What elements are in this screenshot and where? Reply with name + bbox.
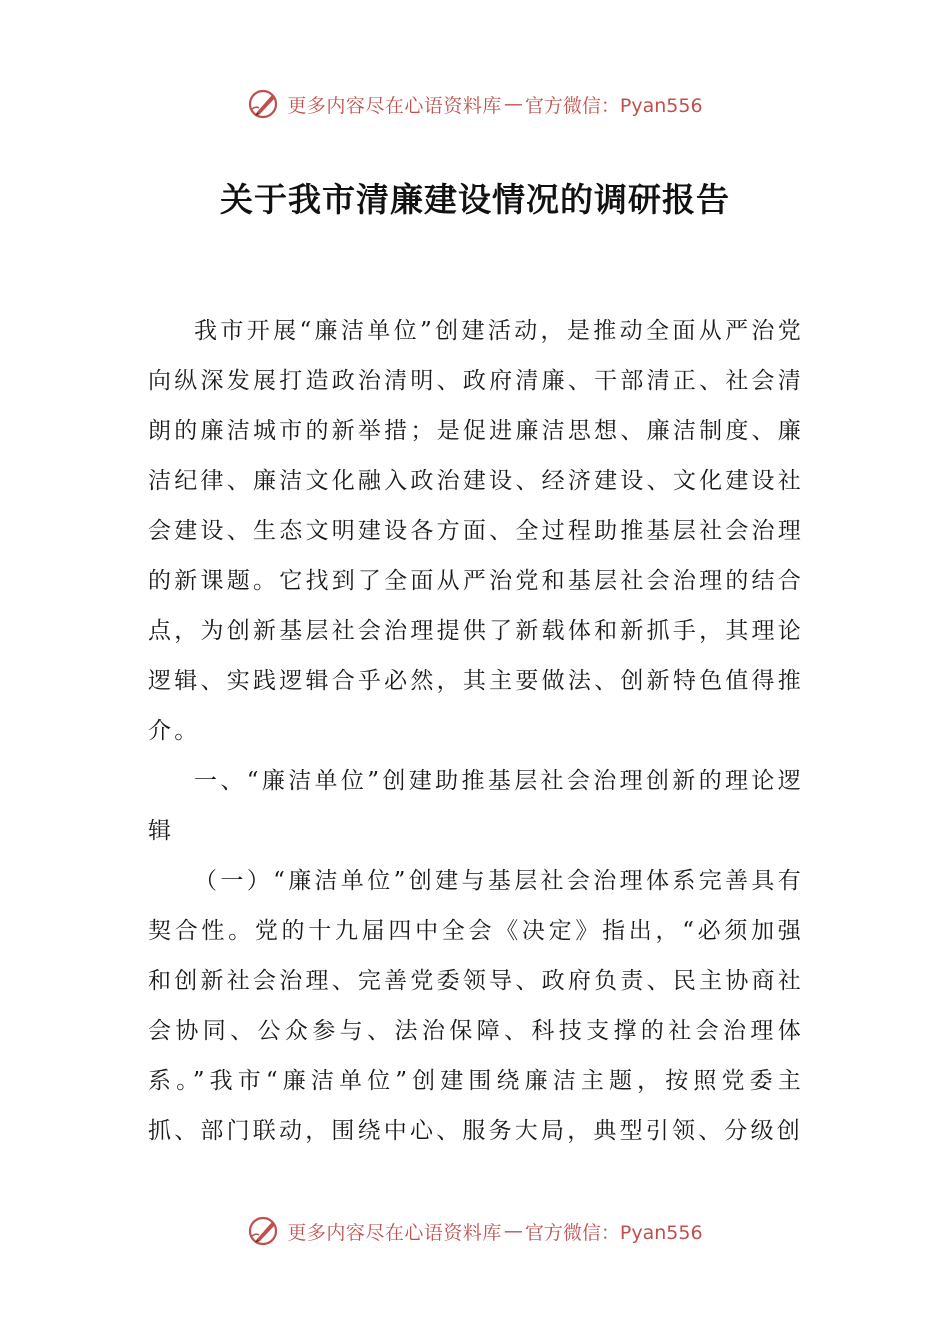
- header-banner: [0, 84, 950, 124]
- banner-text: 更多内容尽在心语资料库: [287, 1221, 502, 1244]
- document-title: 关于我市清廉建设情况的调研报告: [220, 180, 730, 219]
- footer-banner: [0, 1211, 950, 1251]
- banner-wechat: 官方微信：Pyan556: [524, 1221, 703, 1244]
- banner-wechat: 官方微信：Pyan556: [524, 94, 703, 117]
- banner-text: 更多内容尽在心语资料库: [287, 94, 502, 117]
- paragraph-intro: 我市开展“廉洁单位”创建活动，是推动全面从严治党向纵深发展打造政治清明、政府清廉、干部清正、社会清朗的廉洁城市的新举措；是促进廉洁思想、廉洁制度、廉洁纪律、廉洁文化融入政治建设、经济建设、文化建设社会建设、生态文明建设各方面、全过程助推基层社会治理的新课题。它找到了全面从严治党和基层社会治理的结合点，为创新基层社会治理提供了新载体和新抓手，其理论逻辑、实践逻辑合乎必然，其主要做法、创新特色值得推介。: [148, 318, 804, 744]
- paragraph-subsection-1: （一）“廉洁单位”创建与基层社会治理体系完善具有契合性。党的十九届四中全会《决定》指出，“必须加强和创新社会治理、完善党委领导、政府负责、民主协商社会协同、公众参与、法治保障、科技支撑的社会治理体系。”我市“廉洁单位”创建围绕廉洁主题，按照党委主抓、部门联动，围绕中心、服务大局，典型引领、分级创: [148, 868, 804, 1144]
- pen-logo-icon: [247, 1214, 281, 1248]
- banner-separator: —: [503, 93, 523, 115]
- pen-logo-icon: [247, 87, 281, 121]
- section-heading-1: 一、“廉洁单位”创建助推基层社会治理创新的理论逻辑: [148, 768, 804, 844]
- banner-separator: —: [503, 1220, 523, 1242]
- document-body: [148, 306, 804, 1156]
